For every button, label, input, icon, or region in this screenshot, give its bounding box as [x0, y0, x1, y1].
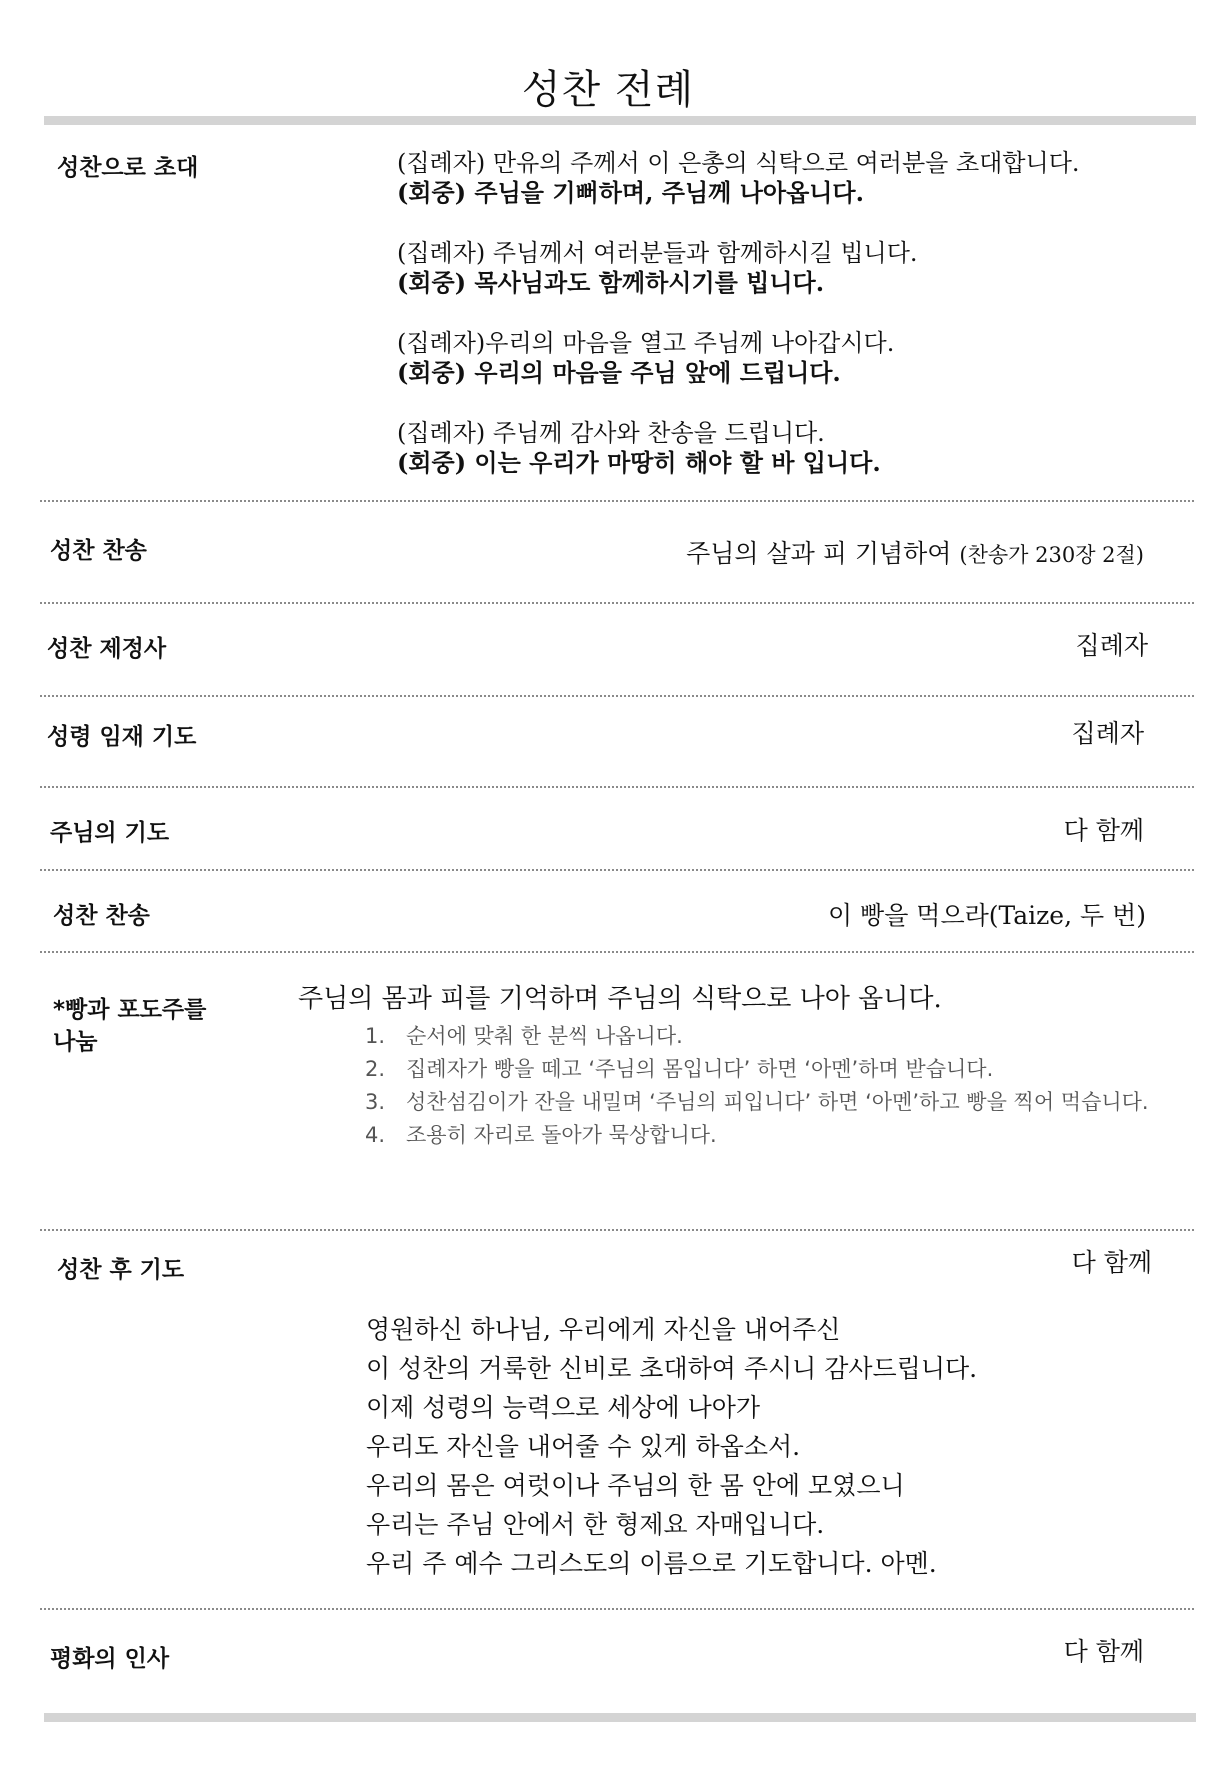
post-prayer-text: [366, 1310, 977, 1583]
peace-by: 다 함께: [1063, 1637, 1144, 1666]
dotted-divider: [40, 951, 1194, 953]
hymn-2-title: 이 빵을 먹으라(Taize, 두 번): [827, 901, 1146, 930]
list-item: [365, 1053, 1155, 1086]
prayer-line: 영원하신 하나님, 우리에게 자신을 내어주신: [366, 1315, 841, 1344]
dotted-divider: [40, 869, 1194, 871]
prayer-line: 우리 주 예수 그리스도의 이름으로 기도합니다. 아멘.: [366, 1549, 937, 1578]
people-response: (회중) 목사님과도 함께하시기를 빕니다.: [397, 268, 825, 297]
post-prayer-by: 다 함께: [1071, 1248, 1152, 1277]
section-label-post-prayer: 성찬 후 기도: [57, 1257, 185, 1283]
dotted-divider: [40, 695, 1194, 697]
distribution-intro: 주님의 몸과 피를 기억하며 주님의 식탁으로 나아 옵니다.: [298, 984, 942, 1014]
prayer-line: 우리의 몸은 여럿이나 주님의 한 몸 안에 모였으니: [366, 1471, 905, 1500]
section-label-invitation: 성찬으로 초대: [57, 155, 199, 181]
dotted-divider: [40, 500, 1194, 502]
hymn-title-line: [686, 538, 1144, 571]
dotted-divider: [40, 786, 1194, 788]
dotted-divider: [40, 1229, 1194, 1231]
distribution-steps: [365, 1020, 1155, 1152]
section-label-peace: 평화의 인사: [50, 1646, 170, 1672]
prayer-line: 우리는 주님 안에서 한 형제요 자매입니다.: [366, 1510, 825, 1539]
exchange-3: [397, 328, 1080, 388]
list-item: [365, 1086, 1155, 1119]
bottom-divider-bar: [44, 1713, 1196, 1722]
page-title: 성찬 전례: [521, 67, 695, 113]
section-label-hymn-2: 성찬 찬송: [53, 903, 150, 929]
step-text: 순서에 맞춰 한 분씩 나옵니다.: [406, 1024, 683, 1048]
institution-leader: 집례자: [1075, 631, 1148, 660]
step-number: 1.: [365, 1024, 386, 1048]
list-item: [365, 1020, 1155, 1053]
leader-line: (집례자) 주님께서 여러분들과 함께하시길 빕니다.: [397, 239, 918, 267]
leader-line: (집례자) 만유의 주께서 이 은총의 식탁으로 여러분을 초대합니다.: [397, 149, 1080, 177]
people-response: (회중) 이는 우리가 마땅히 해야 할 바 입니다.: [397, 448, 881, 477]
exchange-4: [397, 418, 1080, 478]
step-text: 성찬섬김이가 잔을 내밀며 ‘주님의 피입니다’ 하면 ‘아멘’하고 빵을 찍어 먹습니다.: [406, 1090, 1149, 1114]
step-text: 집례자가 빵을 떼고 ‘주님의 몸입니다’ 하면 ‘아멘’하며 받습니다.: [406, 1057, 994, 1081]
top-divider-bar: [44, 116, 1196, 125]
dotted-divider: [40, 602, 1194, 604]
exchange-2: [397, 238, 1080, 298]
section-label-epiclesis: 성령 임재 기도: [47, 724, 197, 750]
distribution-label-line-2: 나눔: [53, 1029, 98, 1055]
step-number: 2.: [365, 1057, 386, 1081]
section-label-distribution: [53, 994, 206, 1058]
step-text: 조용히 자리로 돌아가 묵상합니다.: [406, 1123, 717, 1147]
leader-line: (집례자)우리의 마음을 열고 주님께 나아갑시다.: [397, 329, 895, 357]
exchange-1: [397, 148, 1080, 208]
lords-prayer-by: 다 함께: [1063, 816, 1144, 845]
dotted-divider: [40, 1608, 1194, 1610]
epiclesis-leader: 집례자: [1071, 719, 1144, 748]
section-label-hymn: 성찬 찬송: [50, 538, 147, 564]
leader-line: (집례자) 주님께 감사와 찬송을 드립니다.: [397, 419, 825, 447]
step-number: 3.: [365, 1090, 386, 1114]
hymn-title: 주님의 살과 피 기념하여: [686, 539, 952, 568]
prayer-line: 우리도 자신을 내어줄 수 있게 하옵소서.: [366, 1432, 801, 1461]
section-label-lords-prayer: 주님의 기도: [50, 820, 170, 846]
people-response: (회중) 주님을 기뻐하며, 주님께 나아옵니다.: [397, 178, 864, 207]
invitation-exchanges: [397, 148, 1080, 478]
people-response: (회중) 우리의 마음을 주님 앞에 드립니다.: [397, 358, 841, 387]
prayer-line: 이 성찬의 거룩한 신비로 초대하여 주시니 감사드립니다.: [366, 1354, 978, 1383]
step-number: 4.: [365, 1123, 386, 1147]
prayer-line: 이제 성령의 능력으로 세상에 나아가: [366, 1393, 761, 1422]
distribution-label-line-1: *빵과 포도주를: [53, 997, 207, 1023]
section-label-institution: 성찬 제정사: [47, 636, 167, 662]
hymn-number: (찬송가 230장 2절): [959, 543, 1144, 567]
list-item: [365, 1119, 1155, 1152]
